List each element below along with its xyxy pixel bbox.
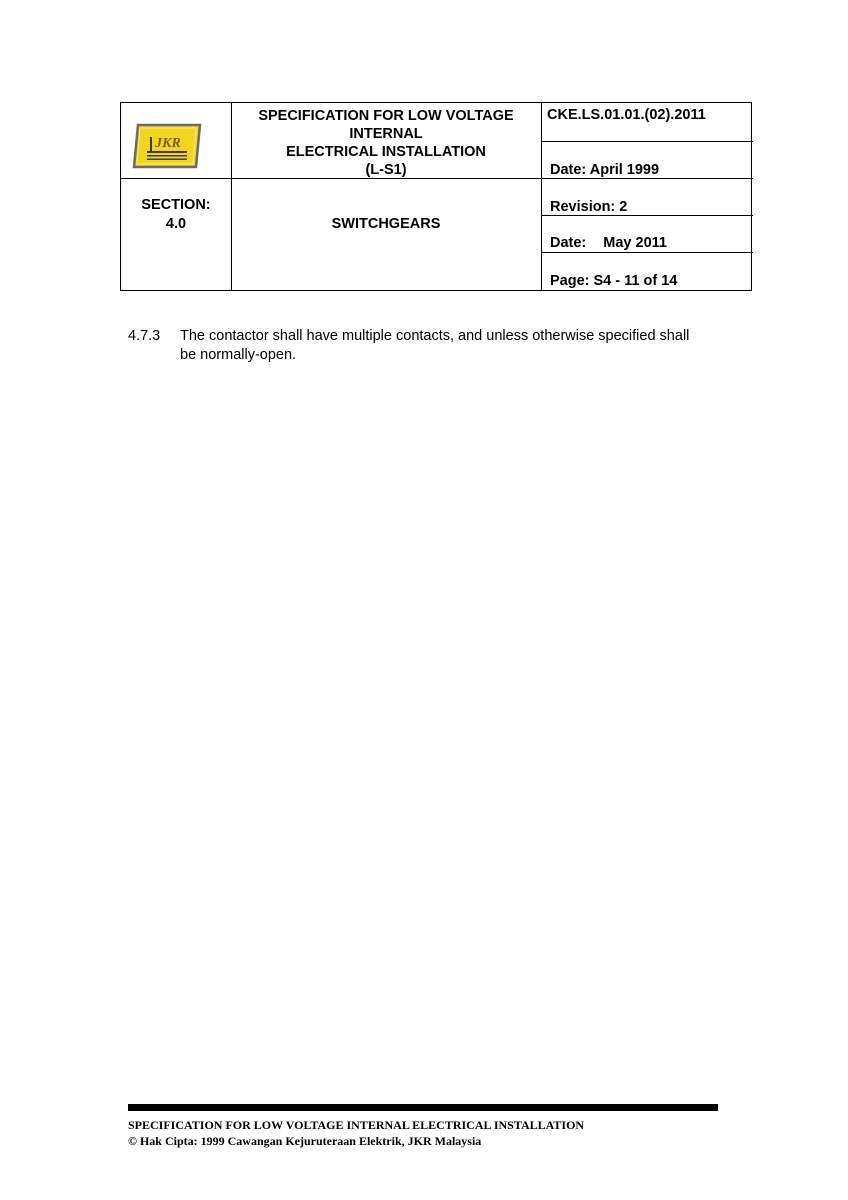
jkr-logo bbox=[130, 123, 204, 169]
document-header-table bbox=[120, 102, 752, 291]
original-date: Date: April 1999 bbox=[550, 162, 660, 178]
page-number: Page: S4 - 11 of 14 bbox=[550, 273, 678, 289]
spec-title-line: SPECIFICATION FOR LOW VOLTAGE bbox=[258, 108, 514, 124]
revision-date-label: Date: bbox=[550, 235, 587, 251]
revision-date-value: May 2011 bbox=[603, 235, 667, 251]
spec-title bbox=[231, 107, 541, 179]
spec-title-line: ELECTRICAL INSTALLATION bbox=[286, 144, 486, 160]
header-row-divider-r1 bbox=[541, 141, 753, 142]
section-title: SWITCHGEARS bbox=[331, 216, 441, 232]
logo-text: JKR bbox=[155, 136, 181, 151]
footer-rule bbox=[128, 1104, 718, 1111]
clause-text-line1: The contactor shall have multiple contacts, and unless otherwise specified shall bbox=[180, 328, 690, 344]
revision-date bbox=[550, 234, 667, 252]
section-number: 4.0 bbox=[165, 216, 187, 232]
section-label: SECTION: bbox=[141, 197, 211, 213]
clause-text-line2: be normally-open. bbox=[180, 347, 297, 363]
spec-title-line: INTERNAL bbox=[349, 126, 423, 142]
spec-title-line: (L-S1) bbox=[365, 162, 407, 178]
footer-copyright: © Hak Cipta: 1999 Cawangan Kejuruteraan Elektrik, JKR Malaysia bbox=[128, 1134, 482, 1148]
doc-code: CKE.LS.01.01.(02).2011 bbox=[547, 107, 706, 123]
footer-title: SPECIFICATION FOR LOW VOLTAGE INTERNAL ELECTRICAL INSTALLATION bbox=[128, 1118, 585, 1132]
clause-number: 4.7.3 bbox=[128, 328, 161, 344]
header-divider-2 bbox=[541, 103, 542, 290]
revision-number: Revision: 2 bbox=[550, 199, 628, 215]
header-row-divider-r4 bbox=[541, 252, 753, 253]
